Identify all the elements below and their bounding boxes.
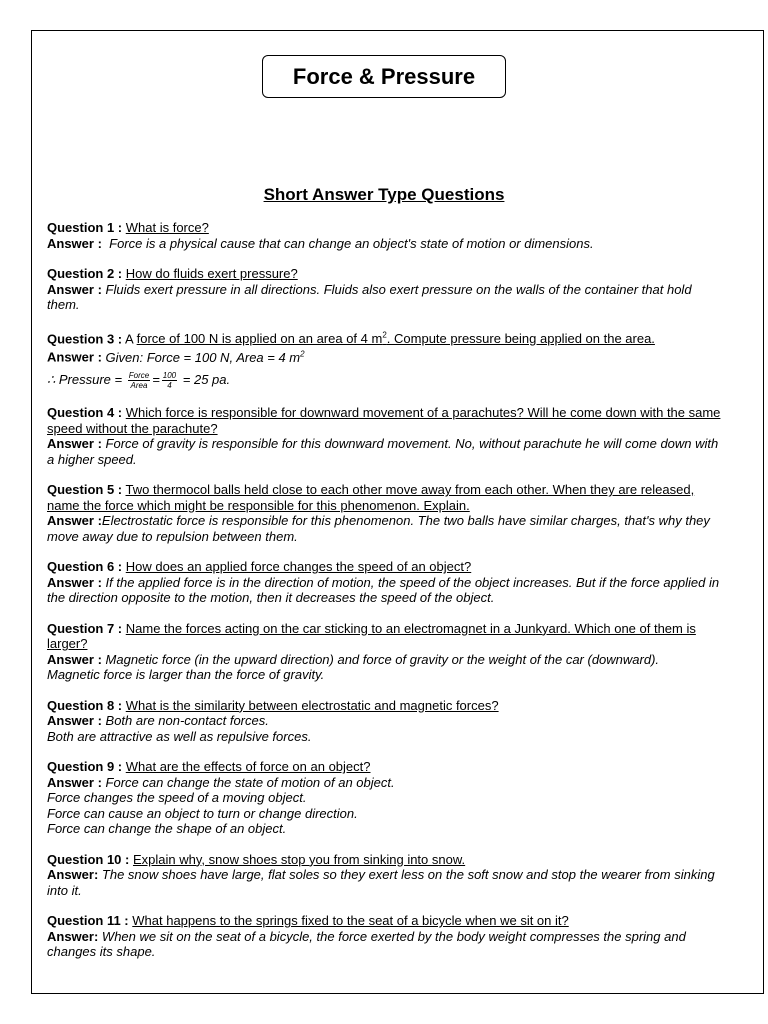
answer-text: Fluids exert pressure in all directions. Fluids also exert pressure on the walls of the container that hold them. — [47, 281, 692, 312]
qa-item-7 — [47, 621, 722, 683]
qa-item-4 — [47, 405, 722, 467]
question-label: Question 1 : — [47, 220, 123, 235]
answer-11 — [47, 929, 722, 960]
answer-label: Answer: — [47, 867, 99, 883]
answer-4 — [47, 436, 722, 467]
answer-label: Answer : — [47, 651, 102, 667]
qa-item-2 — [47, 266, 722, 313]
answer-text: Force is a physical cause that can change an object's state of motion or dimensions. — [109, 235, 594, 251]
qa-item-3 — [47, 328, 722, 391]
question-2 — [47, 266, 722, 282]
fraction-numerator: Force — [128, 371, 150, 381]
question-text: What happens to the springs fixed to the seat of a bicycle when we sit on it? — [132, 913, 569, 929]
question-text: What are the effects of force on an object? — [125, 759, 371, 775]
equals-sign: = — [152, 372, 160, 388]
answer-text: Force can change the state of motion of an object. — [105, 774, 395, 790]
pressure-formula — [47, 371, 722, 390]
question-7 — [47, 621, 722, 652]
answer-label: Answer : — [47, 349, 102, 365]
formula-prefix: ∴ Pressure = — [47, 372, 123, 388]
answer-label: Answer : — [47, 713, 102, 729]
formula-result: = 25 pa. — [182, 372, 231, 388]
qa-item-6 — [47, 559, 722, 606]
question-text: Name the forces acting on the car sticking to an electromagnet in a Junkyard. Which one of them is larger? — [47, 620, 696, 652]
question-11 — [47, 913, 722, 929]
answer-10 — [47, 867, 722, 898]
answer-7 — [47, 652, 722, 668]
question-text-part-b: . Compute pressure being applied on the area. — [386, 330, 655, 346]
question-text: Explain why, snow shoes stop you from sinking into snow. — [132, 851, 466, 867]
answer-text: If the applied force is in the direction of motion, the speed of the object increases. But if the force applied in the direction opposite to the motion, then it decreases the speed of the object. — [47, 574, 720, 606]
question-8 — [47, 698, 722, 714]
document-title-text: Force & Pressure — [292, 63, 476, 89]
question-6 — [47, 559, 722, 575]
question-label: Question 5 : — [47, 482, 123, 498]
qa-item-5 — [47, 482, 722, 544]
answer-text: When we sit on the seat of a bicycle, the force exerted by the body weight compresses the spring and changes its shape. — [47, 928, 686, 960]
answer-label: Answer : — [47, 281, 102, 297]
question-text: What is force? — [125, 220, 209, 235]
answer-text-line: Force changes the speed of a moving object. — [47, 790, 307, 806]
fraction-denominator: Area — [130, 381, 148, 391]
question-text — [137, 331, 655, 346]
answer-2 — [47, 282, 722, 313]
question-1 — [47, 220, 722, 236]
question-label: Question 4 : — [47, 405, 123, 421]
question-3 — [47, 328, 722, 347]
fraction-values — [162, 371, 177, 390]
qa-item-8 — [47, 698, 722, 745]
answer-text: Both are non-contact forces. — [105, 713, 269, 729]
qa-item-10 — [47, 852, 722, 899]
answer-text: The snow shoes have large, flat soles so they exert less on the soft snow and stop the wearer from sinking into it. — [47, 867, 715, 898]
answer-text-line: Magnetic force is larger than the force of gravity. — [47, 667, 325, 683]
question-label: Question 11 : — [47, 913, 129, 929]
question-label: Question 2 : — [47, 266, 123, 281]
question-label: Question 7 : — [47, 620, 123, 636]
fraction-numerator: 100 — [162, 371, 177, 381]
question-9 — [47, 759, 722, 775]
qa-item-9 — [47, 759, 722, 837]
answer-label: Answer : — [47, 513, 102, 529]
question-5 — [47, 482, 722, 513]
fraction-force-area — [128, 371, 150, 390]
question-text: Which force is responsible for downward movement of a parachutes? Will he come down with the same speed without the parachute? — [47, 405, 721, 436]
question-label: Question 8 : — [47, 697, 123, 713]
answer-6 — [47, 575, 722, 606]
question-label: Question 3 : — [47, 330, 123, 346]
answer-text: Electrostatic force is responsible for this phenomenon. The two balls have similar charges, that's why they move away due to repulsion between them. — [47, 513, 710, 544]
answer-text-line: Force can change the shape of an object. — [47, 821, 287, 837]
question-label: Question 10 : — [47, 851, 130, 867]
answer-label: Answer: — [47, 928, 99, 944]
answer-given-text: Given: Force = 100 N, Area = 4 m — [105, 349, 301, 365]
question-label: Question 6 : — [47, 559, 123, 575]
answer-superscript: 2 — [300, 349, 305, 359]
answer-text: Magnetic force (in the upward direction) and force of gravity or the weight of the car (downward). — [105, 651, 660, 667]
answer-9 — [47, 775, 722, 791]
qa-item-11 — [47, 913, 722, 960]
answer-5 — [47, 513, 722, 544]
answer-text-line: Force can cause an object to turn or change direction. — [47, 805, 358, 821]
question-10 — [47, 852, 722, 868]
question-label: Question 9 : — [47, 759, 123, 775]
answer-given — [106, 350, 305, 365]
question-text: How does an applied force changes the speed of an object? — [125, 559, 472, 575]
answer-3 — [47, 346, 722, 365]
question-prefix: A — [125, 330, 133, 346]
answer-8 — [47, 713, 722, 729]
question-text: What is the similarity between electrostatic and magnetic forces? — [125, 697, 499, 713]
question-text: Two thermocol balls held close to each other move away from each other. When they are released, name the force which might be responsible for this phenomenon. Explain. — [47, 482, 695, 513]
fraction-denominator: 4 — [167, 381, 172, 391]
question-4 — [47, 405, 722, 436]
question-superscript: 2 — [382, 330, 387, 340]
answer-text: Force of gravity is responsible for this downward movement. No, without parachute he will come down with a higher speed. — [47, 436, 719, 467]
answer-1 — [47, 236, 722, 252]
answer-label: Answer : — [47, 774, 102, 790]
answer-text-line: Both are attractive as well as repulsive forces. — [47, 728, 312, 744]
question-text-part-a: force of 100 N is applied on an area of 4 m — [136, 330, 383, 346]
document-title — [262, 55, 506, 98]
answer-label: Answer : — [47, 235, 102, 251]
answer-label: Answer : — [47, 574, 102, 590]
section-heading: Short Answer Type Questions — [263, 185, 505, 204]
qa-item-1 — [47, 220, 722, 251]
answer-label: Answer : — [47, 436, 102, 452]
question-text: How do fluids exert pressure? — [125, 266, 298, 281]
qa-list — [47, 220, 722, 975]
